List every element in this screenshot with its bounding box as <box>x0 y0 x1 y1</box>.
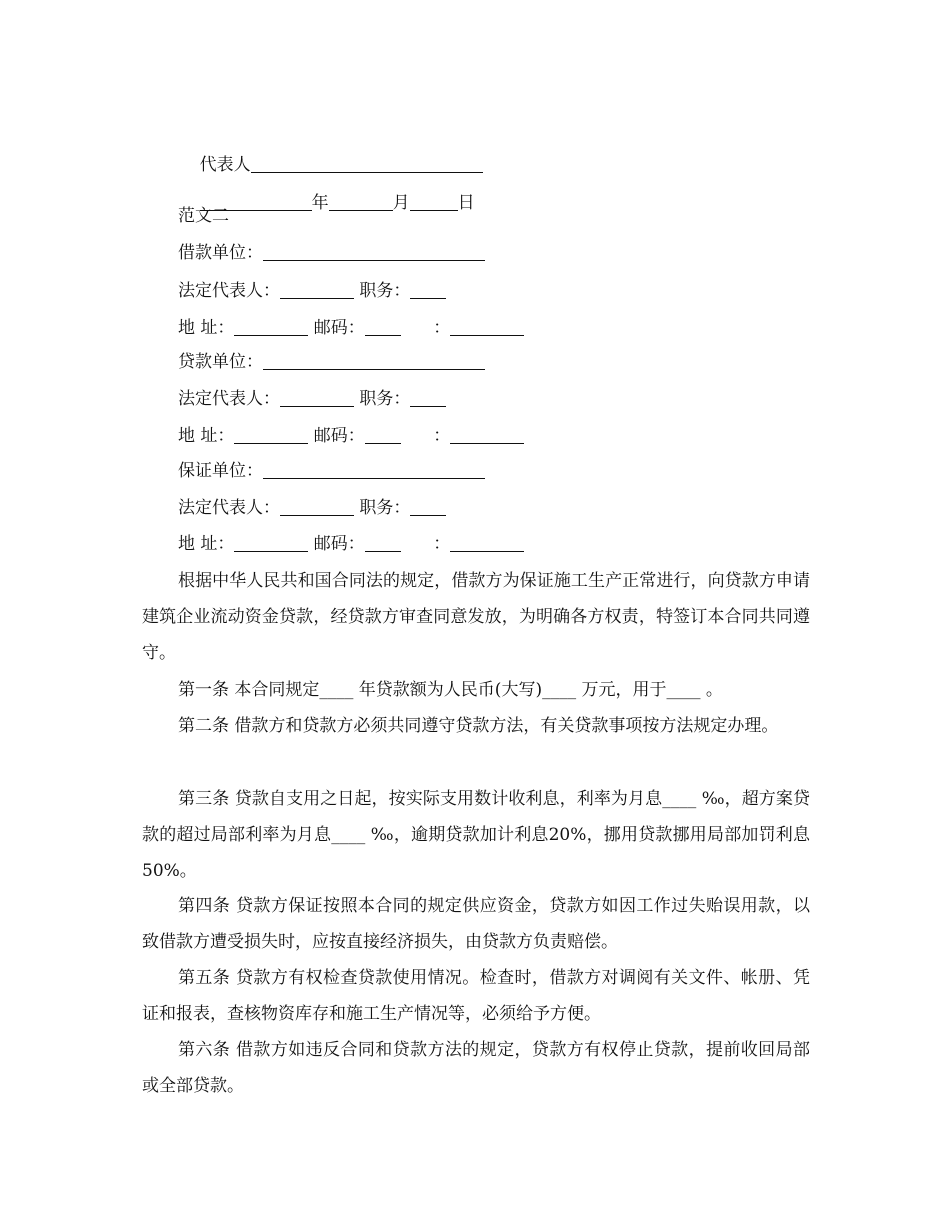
preamble-paragraph: 根据中华人民共和国合同法的规定，借款方为保证施工生产正常进行，向贷款方申请建筑企业流动资金贷款，经贷款方审查同意发放，为明确各方权责，特签订本合同共同遵守。 <box>142 571 810 663</box>
lender-rep-line <box>178 388 446 410</box>
month-label: 月 <box>392 193 410 213</box>
unit-label: 保证单位： <box>178 461 263 481</box>
phone-label: ： <box>400 318 451 338</box>
article-2: 第二条 借款方和贷款方必须共同遵守贷款方法，有关贷款事项按方法规定办理。 <box>178 716 779 736</box>
article-5: 第五条 贷款方有权检查贷款使用情况。检查时，借款方对调阅有关文件、帐册、凭证和报表，查核物资库存和施工生产情况等，必须给予方便。 <box>142 968 810 1024</box>
address-label: 地 址： <box>178 426 235 446</box>
phone-label: ： <box>400 426 451 446</box>
postcode-label: 邮码： <box>308 426 365 446</box>
address-blank <box>234 427 308 444</box>
unit-blank <box>263 244 485 261</box>
unit-label: 贷款单位： <box>178 352 263 372</box>
unit-blank <box>263 462 485 479</box>
day-blank <box>410 194 458 211</box>
legal-rep-blank <box>280 499 354 516</box>
article-6: 第六条 借款方如违反合同和贷款方法的规定，贷款方有权停止贷款，提前收回局部或全部贷款。 <box>142 1040 810 1096</box>
unit-blank <box>263 353 485 370</box>
lender-address-line <box>178 425 524 447</box>
legal-rep-label: 法定代表人： <box>178 498 280 518</box>
borrower-rep-line <box>178 280 446 302</box>
position-label: 职务： <box>354 498 411 518</box>
guarantor-rep-line <box>178 497 446 519</box>
address-blank <box>234 319 308 336</box>
guarantor-unit-line <box>178 460 485 482</box>
borrower-address-line <box>178 317 524 339</box>
postcode-label: 邮码： <box>308 318 365 338</box>
guarantor-address-line <box>178 533 524 555</box>
position-blank <box>410 390 446 407</box>
year-label: 年 <box>311 193 329 213</box>
article-4: 第四条 贷款方保证按照本合同的规定供应资金，贷款方如因工作过失贻误用款，以致借款方遭受损失时，应按直接经济损失，由贷款方负责赔偿。 <box>142 896 810 952</box>
legal-rep-label: 法定代表人： <box>178 389 280 409</box>
position-blank <box>410 499 446 516</box>
address-blank <box>234 535 308 552</box>
phone-blank <box>450 535 524 552</box>
legal-rep-blank <box>280 282 354 299</box>
article-3: 第三条 贷款自支用之日起，按实际支用数计收利息，利率为月息____ ‰，超方案贷款的超过局部利率为月息____ ‰，逾期贷款加计利息20%，挪用贷款挪用局部加罚利息50%。 <box>142 789 810 881</box>
phone-blank <box>450 319 524 336</box>
postcode-blank <box>365 535 401 552</box>
position-label: 职务： <box>354 389 411 409</box>
phone-label: ： <box>400 534 451 554</box>
lender-unit-line <box>178 351 485 373</box>
section-title: 范文二 <box>178 206 229 226</box>
address-label: 地 址： <box>178 534 235 554</box>
postcode-blank <box>365 319 401 336</box>
article-1: 第一条 本合同规定____ 年贷款额为人民币(大写)____ 万元，用于____ 。 <box>178 680 723 700</box>
borrower-unit-line <box>178 242 485 264</box>
postcode-blank <box>365 427 401 444</box>
position-label: 职务： <box>354 281 411 301</box>
day-label: 日 <box>457 193 475 213</box>
postcode-label: 邮码： <box>308 534 365 554</box>
representative-label: 代表人 <box>199 155 251 175</box>
legal-rep-label: 法定代表人： <box>178 281 280 301</box>
address-label: 地 址： <box>178 318 235 338</box>
legal-rep-blank <box>280 390 354 407</box>
position-blank <box>410 282 446 299</box>
unit-label: 借款单位： <box>178 243 263 263</box>
month-blank <box>329 194 393 211</box>
phone-blank <box>450 427 524 444</box>
